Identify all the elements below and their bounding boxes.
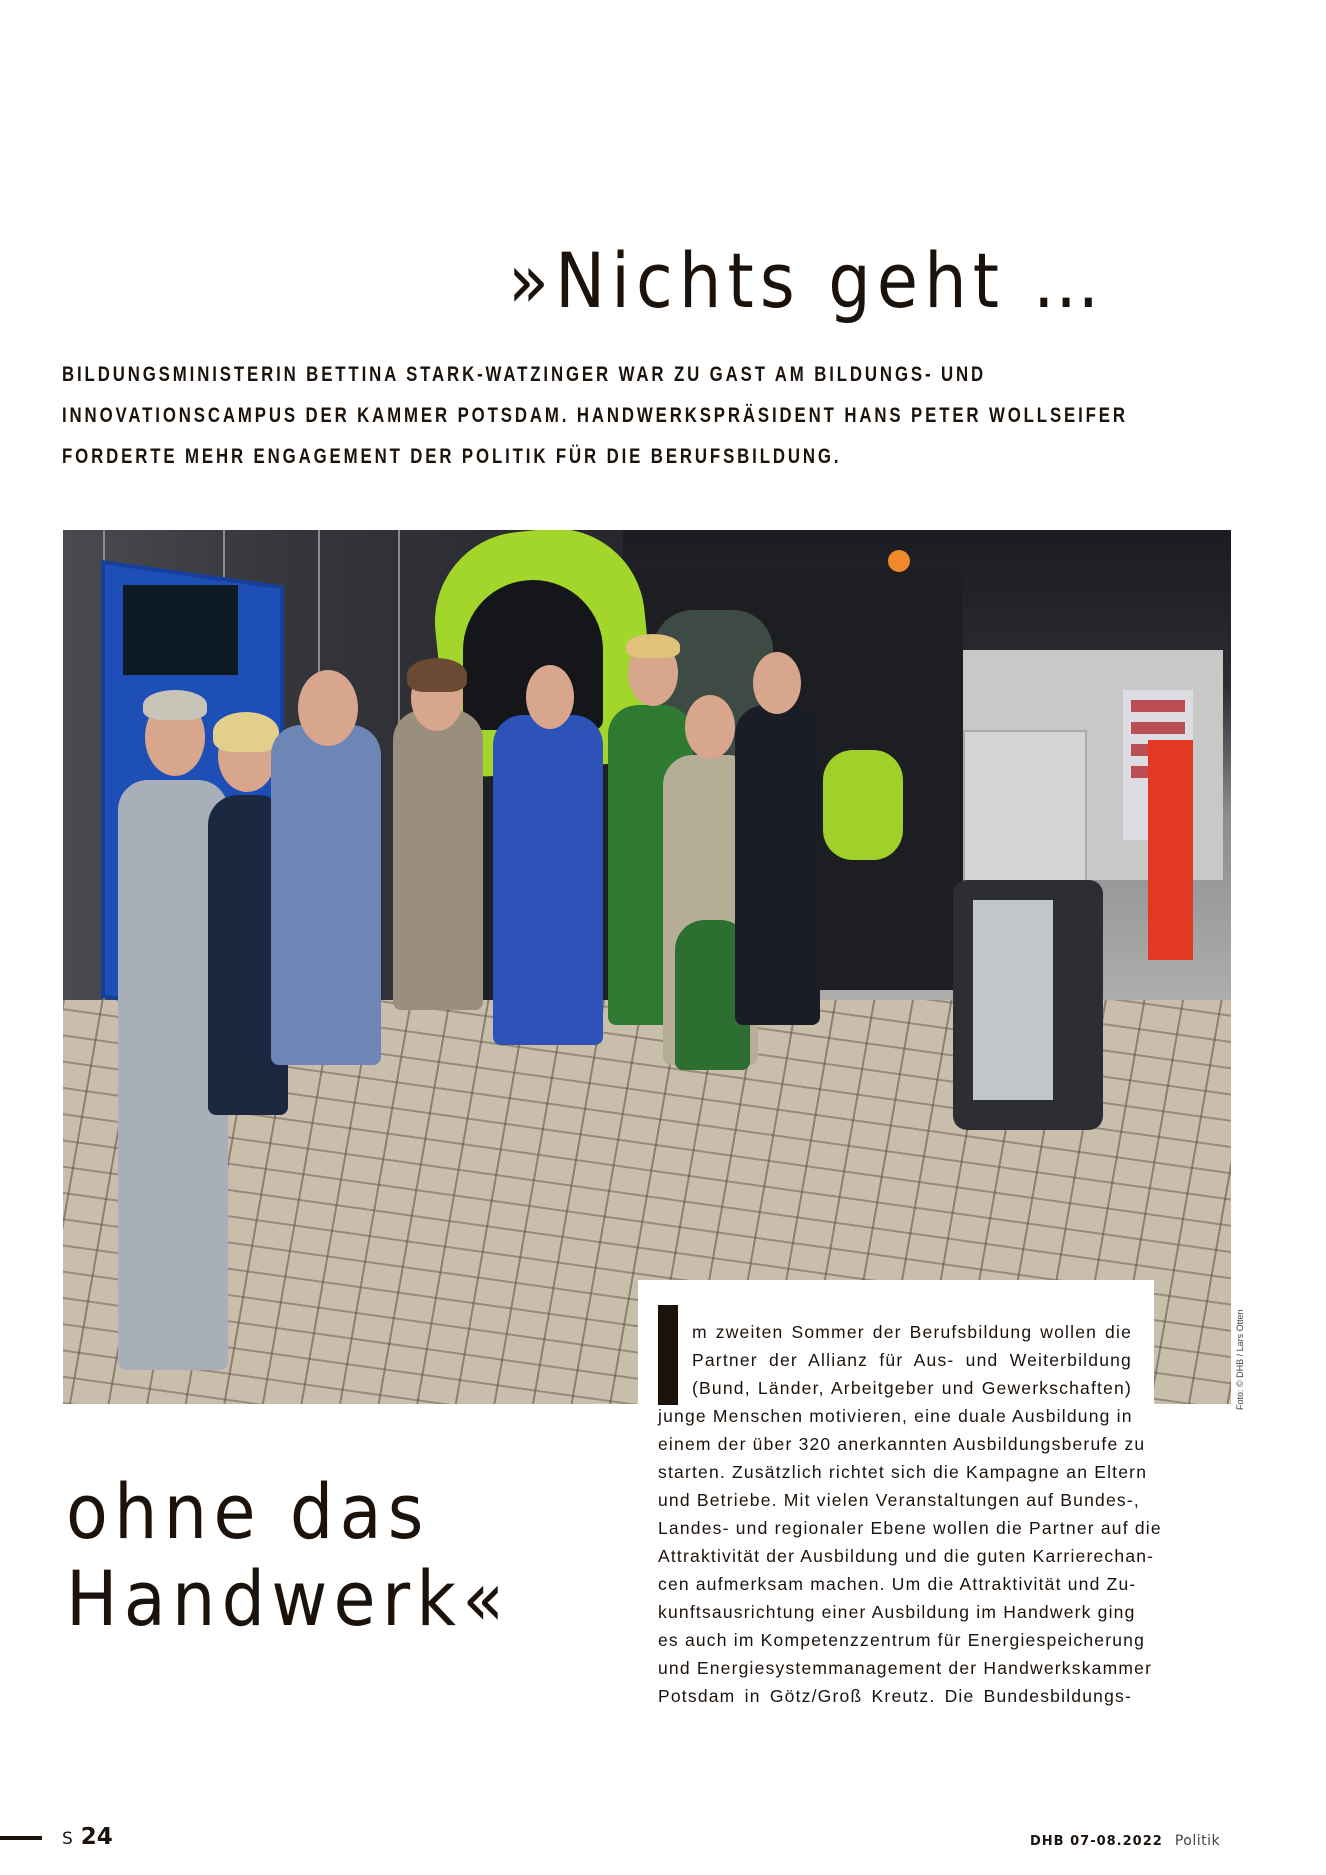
body-line: junge Menschen motivieren, eine duale Ausbildung in: [658, 1406, 1133, 1426]
article-photo: [63, 530, 1231, 1404]
person-black-shirt: [735, 705, 820, 1025]
person-beige-suit: [393, 710, 483, 1010]
person-hair: [626, 634, 680, 658]
body-line: Landes- und regionaler Ebene wollen die Partner auf die: [658, 1518, 1162, 1538]
body-line: m zweiten Sommer der Berufsbildung wollen die: [692, 1322, 1132, 1342]
page-prefix: S: [62, 1829, 73, 1849]
person-head: [526, 665, 574, 729]
person-hair: [213, 712, 279, 752]
photo-credit: Foto: © DHB / Lars Otten: [1235, 1309, 1245, 1410]
page-folio: [62, 1824, 113, 1850]
article-deck: [62, 354, 1128, 477]
door-window: [123, 585, 238, 675]
body-line: kunftsausrichtung einer Ausbildung im Handwerk ging: [658, 1602, 1136, 1622]
body-line: einem der über 320 anerkannten Ausbildungsberufe zu: [658, 1434, 1146, 1454]
body-text: [658, 1318, 1162, 1710]
person-head: [685, 695, 735, 759]
person-head: [753, 652, 801, 714]
person-hair: [143, 690, 207, 720]
diagnostic-cart-panel: [973, 900, 1053, 1100]
person-blue-workwear: [493, 715, 603, 1045]
body-line: es auch im Kompetenzzentrum für Energiespeicherung: [658, 1630, 1146, 1650]
body-line: starten. Zusätzlich richtet sich die Kampagne an Eltern: [658, 1462, 1148, 1482]
magazine-issue: DHB 07-08.2022: [1030, 1834, 1163, 1849]
body-line: und Betriebe. Mit vielen Veranstaltungen auf Bundes-,: [658, 1490, 1140, 1510]
body-line: Partner der Allianz für Aus- und Weiterbildung: [692, 1350, 1132, 1370]
folio-rule: [0, 1836, 42, 1840]
section-name: Politik: [1174, 1833, 1221, 1849]
body-line: Potsdam in Götz/Groß Kreutz. Die Bundesbildungs-: [658, 1686, 1132, 1706]
headline-part-2: [66, 1468, 510, 1642]
body-line: cen aufmerksam machen. Um die Attraktivität und Zu-: [658, 1574, 1137, 1594]
running-footer: [1030, 1830, 1220, 1849]
red-equipment-stand: [1148, 740, 1193, 960]
deck-line: BILDUNGSMINISTERIN BETTINA STARK-WATZINGER WAR ZU GAST AM BILDUNGS- UND: [62, 363, 987, 386]
deck-line: INNOVATIONSCAMPUS DER KAMMER POTSDAM. HANDWERKSPRÄSIDENT HANS PETER WOLLSEIFER: [62, 404, 1128, 427]
headline-part-1: »Nichts geht …: [508, 236, 1106, 325]
headline-line: ohne das: [66, 1467, 430, 1556]
person-blue-suit: [271, 725, 381, 1065]
person-head: [298, 670, 358, 746]
page-number: 24: [80, 1824, 113, 1850]
body-line: Attraktivität der Ausbildung und die guten Karrierechan-: [658, 1546, 1155, 1566]
tractor-beacon-light: [888, 550, 910, 572]
body-line: (Bund, Länder, Arbeitgeber und Gewerkschaften): [692, 1378, 1132, 1398]
person-hair: [407, 658, 467, 692]
body-line: und Energiesystemmanagement der Handwerkskammer: [658, 1658, 1153, 1678]
deck-line: FORDERTE MEHR ENGAGEMENT DER POLITIK FÜR DIE BERUFSBILDUNG.: [62, 445, 842, 468]
tractor-fender: [823, 750, 903, 860]
headline-line: Handwerk«: [66, 1554, 511, 1643]
